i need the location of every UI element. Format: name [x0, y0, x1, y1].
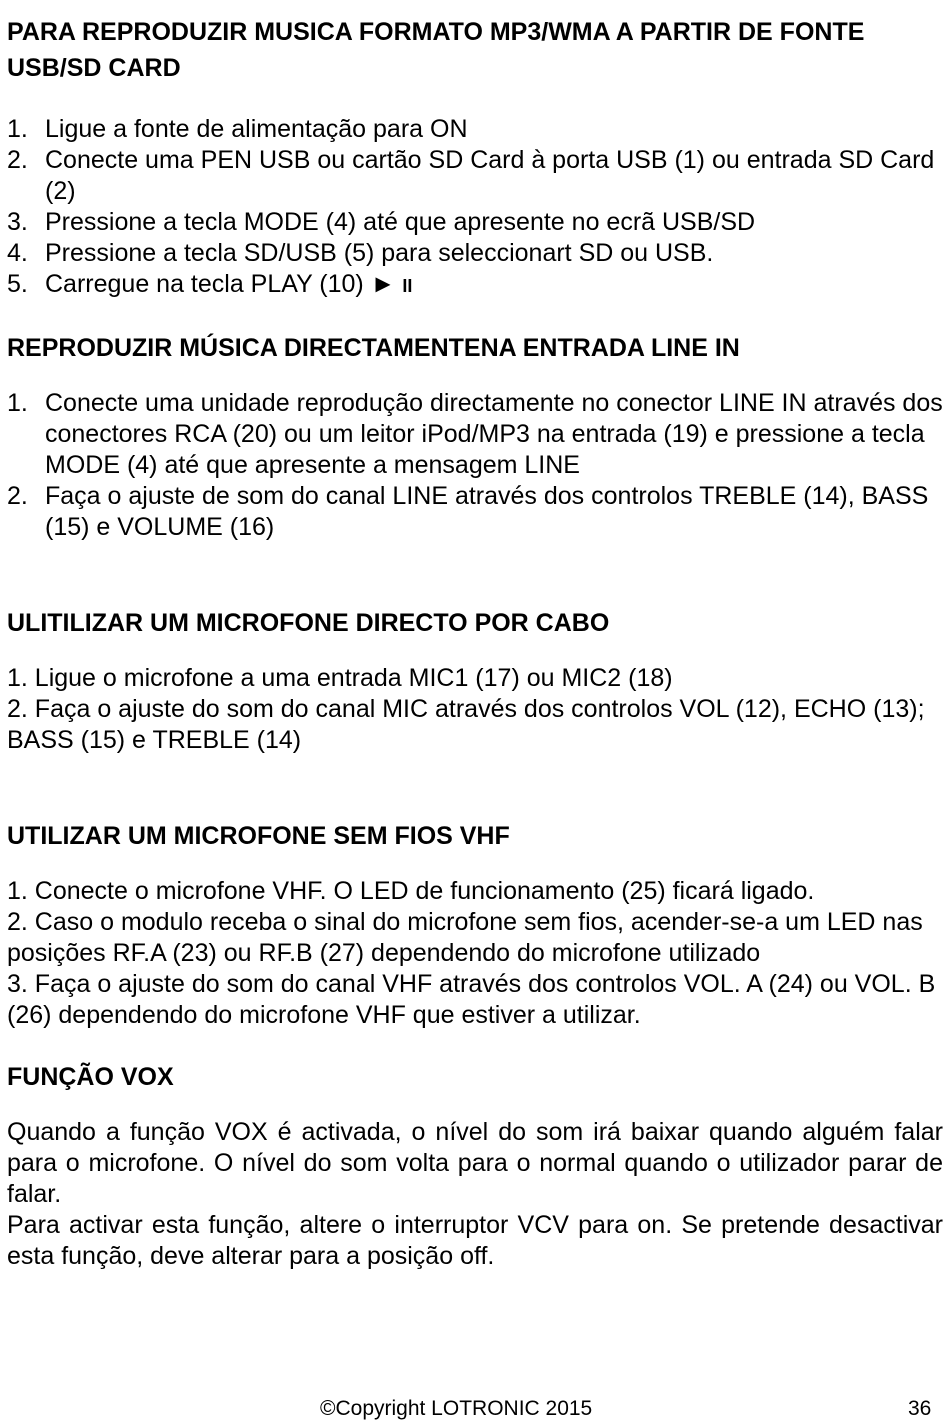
list-item: 2. Conecte uma PEN USB ou cartão SD Card à porta USB (1) ou entrada SD Card (2) — [7, 146, 935, 205]
list-item: 5. Carregue na tecla PLAY (10) ► II — [7, 270, 413, 298]
wireless-mic-line-3: 3. Faça o ajuste do som do canal VHF através dos controlos VOL. A (24) ou VOL. B (26) dependendo do microfone VHF que estiver a utilizar. — [7, 970, 936, 1029]
pause-icon: II — [402, 276, 413, 296]
list-item: 1. Conecte uma unidade reprodução directamente no conector LINE IN através dos conectores RCA (20) ou um leitor iPod/MP3 na entrada (19) e pressione a tecla MODE (4) até que apresente a mensagem LINE — [7, 389, 943, 479]
wired-mic-line-2: 2. Faça o ajuste do som do canal MIC através dos controlos VOL (12), ECHO (13); BASS (15) e TREBLE (14) — [7, 695, 925, 754]
section-line-in — [7, 330, 943, 543]
section-usb-sd — [7, 14, 943, 302]
section-heading-vox: FUNÇÃO VOX — [7, 1063, 174, 1091]
wireless-mic-line-2: 2. Caso o modulo receba o sinal do microfone sem fios, acender-se-a um LED nas posições RF.A (23) ou RF.B (27) dependendo do microfone utilizado — [7, 908, 923, 967]
section-heading-usb-sd: PARA REPRODUZIR MUSICA FORMATO MP3/WMA A PARTIR DE FONTE USB/SD CARD — [7, 18, 865, 82]
page-footer — [0, 1393, 950, 1423]
usb-sd-steps — [7, 114, 943, 302]
section-heading-wired-mic: ULITILIZAR UM MICROFONE DIRECTO POR CABO — [7, 609, 610, 637]
section-heading-line-in: REPRODUZIR MÚSICA DIRECTAMENTENA ENTRADA LINE IN — [7, 334, 740, 362]
section-heading-wireless-mic: UTILIZAR UM MICROFONE SEM FIOS VHF — [7, 822, 510, 850]
document-page — [7, 14, 943, 1272]
section-wireless-mic — [7, 818, 943, 1031]
list-item: 4. Pressione a tecla SD/USB (5) para seleccionart SD ou USB. — [7, 239, 714, 267]
section-vox — [7, 1059, 943, 1272]
wired-mic-line-1: 1. Ligue o microfone a uma entrada MIC1 (17) ou MIC2 (18) — [7, 664, 673, 692]
vox-paragraph-2: Para activar esta função, altere o interruptor VCV para on. Se pretende desactivar esta função, deve alterar para a posição off. — [7, 1211, 943, 1270]
wireless-mic-line-1: 1. Conecte o microfone VHF. O LED de funcionamento (25) ficará ligado. — [7, 877, 815, 905]
vox-paragraph-1: Quando a função VOX é activada, o nível do som irá baixar quando alguém falar para o microfone. O nível do som volta para o normal quando o utilizador parar de falar. — [7, 1118, 943, 1208]
list-item: 3. Pressione a tecla MODE (4) até que apresente no ecrã USB/SD — [7, 208, 756, 236]
page-number: 36 — [908, 1397, 932, 1420]
list-item: 1. Ligue a fonte de alimentação para ON — [7, 115, 468, 143]
section-wired-mic — [7, 605, 943, 756]
list-item: 2. Faça o ajuste de som do canal LINE através dos controlos TREBLE (14), BASS (15) e VOLUME (16) — [7, 482, 929, 541]
copyright-text: ©Copyright LOTRONIC 2015 — [320, 1397, 593, 1420]
line-in-steps — [7, 388, 943, 543]
